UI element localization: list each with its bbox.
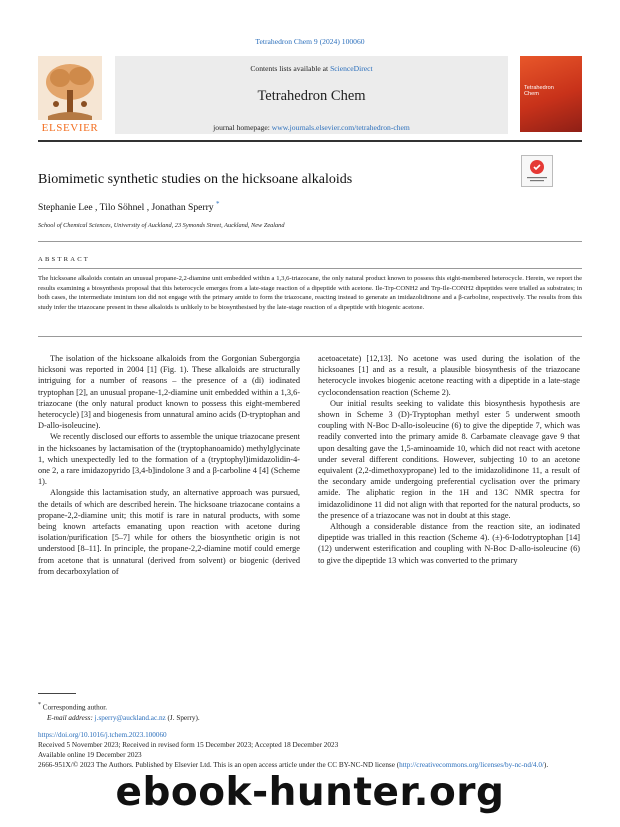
cover-title [524, 85, 554, 98]
abstract-heading: ABSTRACT [38, 256, 91, 263]
footnote-corresponding: Corresponding author. [42, 703, 108, 712]
paragraph: Alongside this lactamisation study, an alternative approach was pursued, the details of which are described herein. The hicksoane triazocane contains a propane-2,2-diamine unit; this motif is rare in natural products, with some being known artefacts emanating upon reaction with acetone during isolation/purification [5–7] while for others the biosynthetic origin is not understood [8–11]. In principle, the propane-2,2-diamine motif could emerge from acetone that is unnatural (derived from solvent) or biogenic (derived from decarboxylation of [38, 488, 300, 576]
paragraph: acetoacetate) [12,13]. No acetone was used during the isolation of the hicksoanes [1] and as a result, a plausible biosynthesis of the triazocane heterocycle invokes biogenic acetone reacting with a dipeptide in a late-stage cyclocondensation reaction (Scheme 2). [318, 354, 580, 397]
license-suffix: ). [543, 761, 549, 769]
journal-homepage [115, 123, 508, 132]
available-online: Available online 19 December 2023 [38, 751, 142, 759]
contents-prefix: Contents lists available at [250, 64, 331, 73]
watermark: ebook-hunter.org [115, 770, 505, 815]
paragraph: Our initial results seeking to validate this biosynthesis hypothesis are shown in Scheme 3 (D)-Tryptophan methyl ester 5 underwent smooth coupling with N-Boc D-allo-isoleucine (6) to give the dipeptide 7, which was readily converted into the primary amide 8. Carbamate cleavage gave 9 that upon desalting gave the 1,5-aminoamide 10, which did not react with acetone under several different conditions. However, subjecting 10 to an acetone equivalent (2,2-dimethoxypropane) led to the imidazolidinone 11, a result of the secondary amide undergoing preferential cyclisation over the primary amide. The aliphatic region in the 1H and 13C NMR spectra for imidazolidinone 11 did not align with that reported for the natural products, so the presence of a triazocane was not in doubt at this stage. [318, 398, 580, 520]
journal-citation[interactable]: Tetrahedron Chem 9 (2024) 100060 [255, 37, 365, 46]
license-prefix: 2666-951X/© 2023 The Authors. Published by Elsevier Ltd. This is an open access article under the CC BY-NC-ND license ( [38, 761, 400, 769]
check-for-updates-button[interactable] [521, 155, 553, 187]
corresponding-author-mark[interactable]: * [216, 200, 220, 208]
affiliation: School of Chemical Sciences, University of Auckland, 23 Symonds Street, Auckland, New Zealand [38, 222, 285, 229]
abstract-bottom-divider [38, 336, 582, 337]
sciencedirect-link[interactable]: ScienceDirect [330, 64, 373, 73]
abstract-top-divider [38, 241, 582, 242]
homepage-link[interactable]: www.journals.elsevier.com/tetrahedron-chem [271, 123, 410, 132]
license-link[interactable]: http://creativecommons.org/licenses/by-nc-nd/4.0/ [399, 761, 544, 769]
article-title: Biomimetic synthetic studies on the hicksoane alkaloids [38, 172, 353, 187]
abstract-text: The hicksoane alkaloids contain an unusual propane-2,2-diamine unit embedded within a 1,3,6-triazocane, the only natural product known to possess this eight-membered heterocycle. Herein, we report the results examining a biosynthesis proposal that this heterocycle emerges from a late-stage reaction of a dipeptide with acetone. Ile-Trp-CONH2 and Trp-Ile-CONH2 dipeptides were trialled as substrates; in both cases, the intermediate iminium ion did not engage with the primary amide to form the triazocane, reacting instead to generate an imidazolidinone and a β-carboline, respectively. The results from this study infer the triazocane present in these alkaloids is unlikely to be biosynthesised by the late-stage reaction of a dipeptide with biogenic acetone. [38, 275, 582, 312]
homepage-prefix: journal homepage: [213, 123, 272, 132]
email-label: E-mail address: [47, 713, 95, 722]
author-names[interactable]: Stephanie Lee , Tilo Söhnel , Jonathan Sperry [38, 202, 214, 214]
journal-cover-image[interactable] [520, 56, 582, 132]
article-info [38, 730, 582, 770]
cover-title-line1: Tetrahedron [524, 85, 554, 91]
body-column-right [318, 353, 580, 566]
paragraph: Although a considerable distance from the reaction site, an iodinated dipeptide was trialled in this reaction (Scheme 4). (±)-6-Iodotryptophan [14] (12) underwent esterification and coupling with N-Boc D-allo-isoleucine (6) to give the dipeptide 13 which was converted to the primary [318, 522, 580, 565]
paragraph: The isolation of the hicksoane alkaloids from the Gorgonian Subergorgia hicksoni was reported in 2004 [1] (Fig. 1). These alkaloids are structurally intriguing for a number of reasons – the presence of a (di) iodinated tryptophan [2], an unusual propane-1,2-diamine unit embedded within a 1,3,6-triazocane (the only natural product known to possess this eight-membered heterocycle) [3] and biogenesis from unnatural amino acids (D-tryptophan and D-allo-isoleucine). [38, 354, 300, 431]
email-link[interactable]: j.sperry@auckland.ac.nz [94, 713, 166, 722]
author-list [38, 200, 220, 213]
elsevier-wordmark: ELSEVIER [41, 122, 99, 134]
contents-line [115, 64, 508, 73]
body-column-left [38, 353, 300, 577]
footnote-corresponding-line [38, 700, 200, 713]
doi-link[interactable]: https://doi.org/10.1016/j.tchem.2023.100060 [38, 731, 167, 739]
email-suffix: (J. Sperry). [165, 713, 200, 722]
journal-title: Tetrahedron Chem [257, 88, 366, 104]
check-updates-icon [522, 156, 552, 186]
footnote-email-line [38, 713, 200, 724]
received-dates: Received 5 November 2023; Received in revised form 15 December 2023; Accepted 18 December 2023 [38, 741, 339, 749]
abstract-heading-divider [38, 268, 582, 269]
license-statement [38, 760, 582, 770]
cover-title-line2: Chem [524, 91, 539, 98]
footnote-mark: * [38, 702, 41, 708]
corresponding-author-footnote [38, 700, 200, 723]
paragraph: We recently disclosed our efforts to assemble the unique triazocane present in the hicksoanes by lactamisation of the (tryptophanoamido) methylglycinate 1, which unexpectedly led to the formation of a (tryptophyl)imidazolidin-4-one 2, a rare imidazopyrido [3,4-b]indolone 3 and a β-carboline 4 [4] (Scheme 1). [38, 432, 300, 487]
footnote-divider [38, 693, 76, 694]
header-divider [38, 140, 582, 142]
